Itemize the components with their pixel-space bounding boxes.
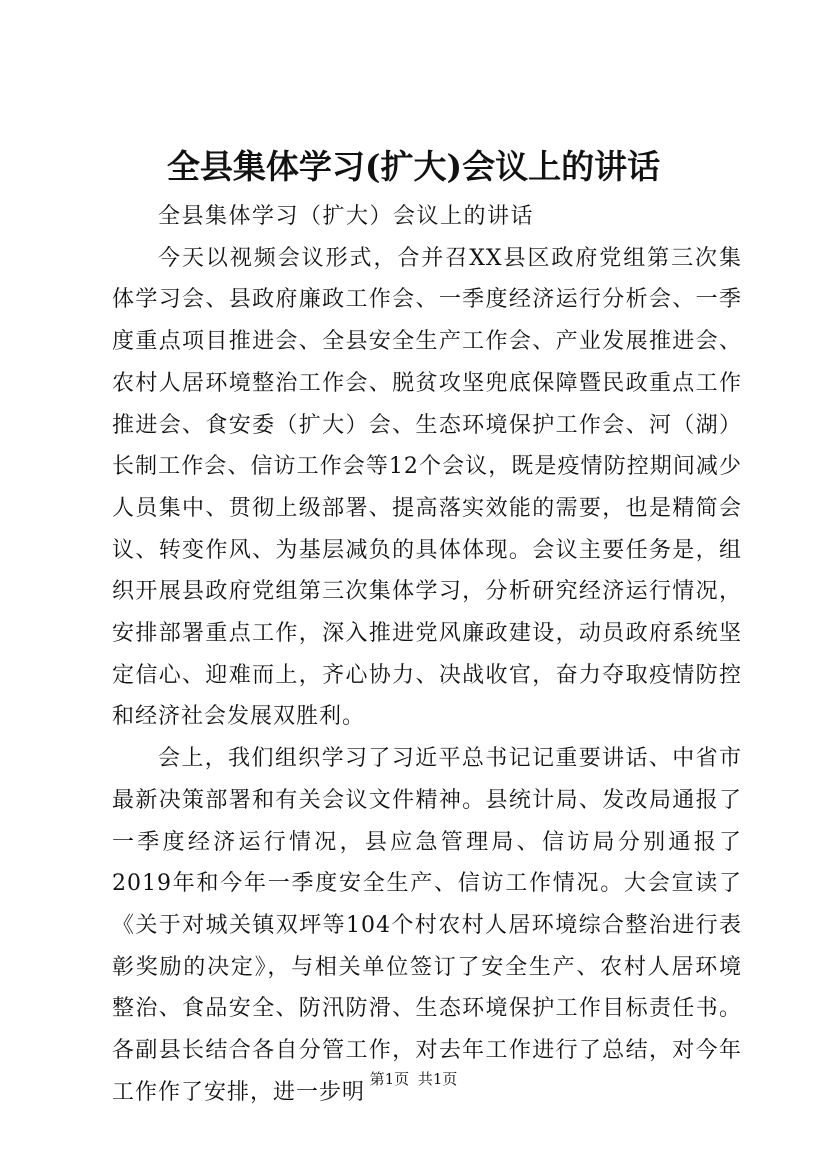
page-footer [0,1068,827,1090]
page-total: 共1页 [417,1070,458,1088]
document-body [112,196,742,1113]
body-paragraph: 今天以视频会议形式，合并召XX县区政府党组第三次集体学习会、县政府廉政工作会、一季度经济运行分析会、一季度重点项目推进会、全县安全生产工作会、产业发展推进会、农村人居环境整治工作会、脱贫攻坚兜底保障暨民政重点工作推进会、食安委（扩大）会、生态环境保护工作会、河（湖）长制工作会、信访工作会等12个会议，既是疫情防控期间减少人员集中、贯彻上级部署、提高落实效能的需要，也是精简会议、转变作风、为基层减负的具体体现。会议主要任务是，组织开展县政府党组第三次集体学习，分析研究经济运行情况，安排部署重点工作，深入推进党风廉政建设，动员政府系统坚定信心、迎难而上，齐心协力、决战收官，奋力夺取疫情防控和经济社会发展双胜利。 [112,245,742,730]
body-paragraph: 会上，我们组织学习了习近平总书记记重要讲话、中省市最新决策部署和有关会议文件精神。县统计局、发改局通报了一季度经济运行情况，县应急管理局、信访局分别通报了2019年和今年一季度安全生产、信访工作情况。大会宣读了《关于对城关镇双坪等104个村农村人居环境综合整治进行表彰奖励的决定》，与相关单位签订了安全生产、农村人居环境整治、食品安全、防汛防滑、生态环境保护工作目标责任书。各副县长结合各自分管工作，对去年工作进行了总结，对今年工作作了安排，进一步明 [112,746,742,1105]
document-subtitle: 全县集体学习（扩大）会议上的讲话 [158,204,535,229]
page-number: 第1页 [369,1070,410,1088]
document-title: 全县集体学习(扩大)会议上的讲话 [166,147,661,186]
